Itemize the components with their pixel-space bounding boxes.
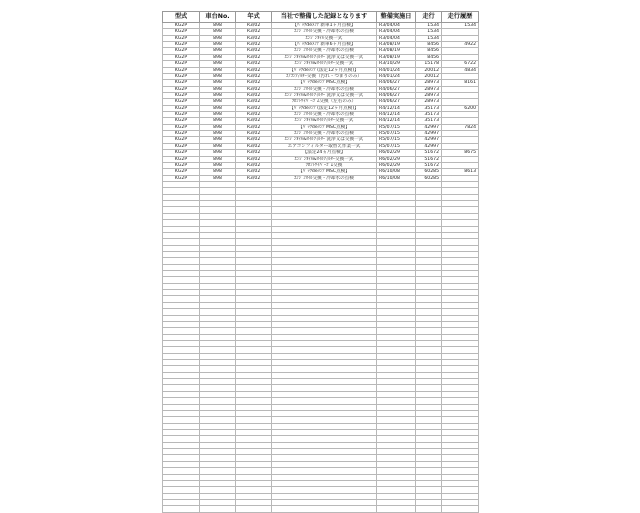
cell-year: R3/02 bbox=[236, 105, 272, 111]
cell-description: ｴﾝｼﾞﾝｵｲﾙ交換一式 bbox=[272, 35, 377, 41]
header-service-date: 整備実施日 bbox=[377, 12, 416, 23]
header-mileage-history: 走行履歴 bbox=[442, 12, 479, 23]
empty-cell bbox=[377, 506, 416, 512]
cell-chassis-no: 898 bbox=[200, 105, 236, 111]
cell-mileage: 35173 bbox=[416, 118, 442, 124]
cell-service-date: R5/07/15 bbox=[377, 143, 416, 149]
cell-mileage: 60285 bbox=[416, 169, 442, 175]
empty-cell bbox=[442, 506, 479, 512]
cell-service-date: R6/10/08 bbox=[377, 169, 416, 175]
cell-year: R3/02 bbox=[236, 35, 272, 41]
cell-year: R3/02 bbox=[236, 48, 272, 54]
cell-chassis-no: 898 bbox=[200, 35, 236, 41]
cell-mileage: 35173 bbox=[416, 105, 442, 111]
cell-service-date: R6/10/08 bbox=[377, 175, 416, 181]
cell-chassis-no: 898 bbox=[200, 169, 236, 175]
cell-model: KG2P bbox=[163, 86, 200, 92]
empty-row bbox=[163, 506, 479, 512]
cell-mileage: 15178 bbox=[416, 61, 442, 67]
cell-mileage: 20012 bbox=[416, 73, 442, 79]
cell-year: R3/02 bbox=[236, 61, 272, 67]
header-model: 型式 bbox=[163, 12, 200, 23]
cell-description: 【ﾊﾟｯｸdeﾒﾝﾃ (法定12ヶ月点検)】 bbox=[272, 67, 377, 73]
cell-year: R3/02 bbox=[236, 124, 272, 130]
cell-year: R3/02 bbox=[236, 112, 272, 118]
cell-year: R3/02 bbox=[236, 162, 272, 168]
cell-year: R3/02 bbox=[236, 99, 272, 105]
cell-model: KG2P bbox=[163, 23, 200, 29]
cell-service-date: R3/10/29 bbox=[377, 61, 416, 67]
cell-model: KG2P bbox=[163, 35, 200, 41]
cell-model: KG2P bbox=[163, 99, 200, 105]
cell-description: ｴﾝｼﾞﾝｵｲﾙ&ｵｲﾙﾌｨﾙﾀｰ交換一式 bbox=[272, 118, 377, 124]
cell-mileage: 8456 bbox=[416, 54, 442, 60]
empty-cell bbox=[272, 506, 377, 512]
cell-service-date: R3/08/19 bbox=[377, 42, 416, 48]
cell-service-date: R3/04/04 bbox=[377, 29, 416, 35]
cell-description: ｴﾝｼﾞﾝｵｲﾙ&ｵｲﾙﾌｨﾙﾀｰ交換一式 bbox=[272, 156, 377, 162]
cell-model: KG2P bbox=[163, 137, 200, 143]
cell-model: KG2P bbox=[163, 112, 200, 118]
cell-chassis-no: 898 bbox=[200, 150, 236, 156]
cell-chassis-no: 898 bbox=[200, 80, 236, 86]
cell-mileage-history: 7824 bbox=[442, 124, 479, 130]
cell-chassis-no: 898 bbox=[200, 42, 236, 48]
cell-chassis-no: 898 bbox=[200, 131, 236, 137]
cell-model: KG2P bbox=[163, 162, 200, 168]
cell-mileage: 51672 bbox=[416, 150, 442, 156]
cell-mileage: 28973 bbox=[416, 86, 442, 92]
cell-mileage-history: 4922 bbox=[442, 42, 479, 48]
cell-mileage: 28973 bbox=[416, 92, 442, 98]
cell-description: ｴﾝｼﾞﾝｵｲﾙ交換・冷却水の点検 bbox=[272, 131, 377, 137]
cell-description: 【ﾊﾟｯｸdeﾒﾝﾃ MSC点検】 bbox=[272, 124, 377, 130]
cell-year: R3/02 bbox=[236, 150, 272, 156]
cell-year: R3/02 bbox=[236, 42, 272, 48]
cell-year: R3/02 bbox=[236, 143, 272, 149]
cell-model: KG2P bbox=[163, 67, 200, 73]
cell-description: ｴﾝｼﾞﾝｵｲﾙ&ｵｲﾙﾌｨﾙﾀｰ 洗浄又は交換一式 bbox=[272, 92, 377, 98]
cell-model: KG2P bbox=[163, 92, 200, 98]
cell-mileage: 8456 bbox=[416, 48, 442, 54]
cell-service-date: R4/06/27 bbox=[377, 80, 416, 86]
cell-service-date: R4/01/24 bbox=[377, 67, 416, 73]
cell-description: 【ﾊﾟｯｸdeﾒﾝﾃ MSC点検】 bbox=[272, 169, 377, 175]
cell-mileage-history: 6722 bbox=[442, 61, 479, 67]
cell-chassis-no: 898 bbox=[200, 143, 236, 149]
cell-chassis-no: 898 bbox=[200, 99, 236, 105]
cell-chassis-no: 898 bbox=[200, 29, 236, 35]
cell-mileage: 42997 bbox=[416, 137, 442, 143]
empty-cell bbox=[163, 506, 200, 512]
table-body bbox=[163, 23, 479, 513]
cell-model: KG2P bbox=[163, 156, 200, 162]
cell-mileage: 35173 bbox=[416, 112, 442, 118]
cell-chassis-no: 898 bbox=[200, 92, 236, 98]
header-chassis-no: 車台No. bbox=[200, 12, 236, 23]
cell-year: R3/02 bbox=[236, 23, 272, 29]
cell-mileage: 20012 bbox=[416, 67, 442, 73]
cell-description: ｴﾝｼﾞﾝｵｲﾙ交換・冷却水の点検 bbox=[272, 29, 377, 35]
cell-mileage: 8456 bbox=[416, 42, 442, 48]
cell-description: ﾌﾛﾝﾄﾜｲﾊﾟｰｺﾞﾑ交換 bbox=[272, 162, 377, 168]
cell-service-date: R4/06/27 bbox=[377, 99, 416, 105]
cell-year: R3/02 bbox=[236, 29, 272, 35]
cell-description: 【ﾊﾟｯｸdeﾒﾝﾃ (法定12ヶ月点検)】 bbox=[272, 105, 377, 111]
cell-model: KG2P bbox=[163, 105, 200, 111]
cell-service-date: R3/04/04 bbox=[377, 23, 416, 29]
cell-chassis-no: 898 bbox=[200, 73, 236, 79]
cell-service-date: R6/02/29 bbox=[377, 162, 416, 168]
cell-mileage: 42997 bbox=[416, 124, 442, 130]
cell-mileage: 28973 bbox=[416, 80, 442, 86]
cell-service-date: R3/04/04 bbox=[377, 35, 416, 41]
cell-description: ｴﾝｼﾞﾝｵｲﾙ&ｵｲﾙﾌｨﾙﾀｰ 洗浄又は交換一式 bbox=[272, 54, 377, 60]
cell-mileage-history: 8613 bbox=[442, 169, 479, 175]
cell-chassis-no: 898 bbox=[200, 54, 236, 60]
cell-description: 【ﾊﾟｯｸdeﾒﾝﾃ 新車1ヶ月点検】 bbox=[272, 23, 377, 29]
cell-description: エアコンフィルター取替え作業一式 bbox=[272, 143, 377, 149]
cell-year: R3/02 bbox=[236, 118, 272, 124]
maintenance-record-table bbox=[162, 11, 479, 513]
cell-year: R3/02 bbox=[236, 156, 272, 162]
cell-mileage-history: 1534 bbox=[442, 23, 479, 29]
cell-service-date: R6/02/29 bbox=[377, 156, 416, 162]
cell-chassis-no: 898 bbox=[200, 112, 236, 118]
header-year: 年式 bbox=[236, 12, 272, 23]
cell-description: ｴﾝｼﾞﾝｵｲﾙ交換・冷却水の点検 bbox=[272, 175, 377, 181]
cell-chassis-no: 898 bbox=[200, 118, 236, 124]
cell-description: ｴﾝｼﾞﾝｵｲﾙ交換・冷却水の点検 bbox=[272, 86, 377, 92]
empty-cell bbox=[200, 506, 236, 512]
cell-description: ｴﾝｼﾞﾝｵｲﾙ&ｵｲﾙﾌｨﾙﾀｰ交換一式 bbox=[272, 61, 377, 67]
cell-model: KG2P bbox=[163, 73, 200, 79]
cell-model: KG2P bbox=[163, 42, 200, 48]
cell-description: ｴﾝｼﾞﾝｵｲﾙ交換・冷却水の点検 bbox=[272, 48, 377, 54]
cell-year: R3/02 bbox=[236, 86, 272, 92]
cell-mileage: 60285 bbox=[416, 175, 442, 181]
cell-chassis-no: 898 bbox=[200, 137, 236, 143]
cell-mileage-history: 8161 bbox=[442, 80, 479, 86]
cell-year: R3/02 bbox=[236, 175, 272, 181]
cell-model: KG2P bbox=[163, 150, 200, 156]
cell-mileage-history: 8675 bbox=[442, 150, 479, 156]
cell-year: R3/02 bbox=[236, 131, 272, 137]
cell-service-date: R3/08/19 bbox=[377, 54, 416, 60]
cell-year: R3/02 bbox=[236, 80, 272, 86]
cell-year: R3/02 bbox=[236, 54, 272, 60]
cell-chassis-no: 898 bbox=[200, 86, 236, 92]
cell-mileage: 42997 bbox=[416, 131, 442, 137]
cell-mileage: 1534 bbox=[416, 29, 442, 35]
cell-description: ｴﾝｼﾞﾝｵｲﾙ&ｵｲﾙﾌｨﾙﾀｰ 洗浄又は交換一式 bbox=[272, 137, 377, 143]
cell-year: R3/02 bbox=[236, 67, 272, 73]
cell-service-date: R4/06/27 bbox=[377, 92, 416, 98]
header-row bbox=[163, 12, 479, 23]
cell-service-date: R3/08/19 bbox=[377, 48, 416, 54]
cell-mileage-history: 6200 bbox=[442, 105, 479, 111]
cell-mileage: 28973 bbox=[416, 99, 442, 105]
cell-mileage-history: 4834 bbox=[442, 67, 479, 73]
cell-service-date: R4/12/14 bbox=[377, 112, 416, 118]
cell-model: KG2P bbox=[163, 118, 200, 124]
cell-service-date: R4/12/14 bbox=[377, 118, 416, 124]
cell-mileage: 42997 bbox=[416, 143, 442, 149]
cell-year: R3/02 bbox=[236, 73, 272, 79]
cell-service-date: R5/07/15 bbox=[377, 124, 416, 130]
cell-model: KG2P bbox=[163, 124, 200, 130]
cell-chassis-no: 898 bbox=[200, 61, 236, 67]
cell-chassis-no: 898 bbox=[200, 162, 236, 168]
cell-model: KG2P bbox=[163, 169, 200, 175]
cell-service-date: R5/07/15 bbox=[377, 131, 416, 137]
empty-cell bbox=[416, 506, 442, 512]
cell-year: R3/02 bbox=[236, 169, 272, 175]
cell-description: ｴﾝｼﾞﾝｵｲﾙ交換・冷却水の点検 bbox=[272, 112, 377, 118]
cell-service-date: R4/01/24 bbox=[377, 73, 416, 79]
cell-year: R3/02 bbox=[236, 137, 272, 143]
cell-service-date: R5/07/15 bbox=[377, 137, 416, 143]
cell-chassis-no: 898 bbox=[200, 175, 236, 181]
cell-description: 【ﾊﾟｯｸdeﾒﾝﾃ 新車6ヶ月点検】 bbox=[272, 42, 377, 48]
cell-model: KG2P bbox=[163, 175, 200, 181]
header-mileage: 走行 bbox=[416, 12, 442, 23]
cell-description: 【ﾊﾟｯｸdeﾒﾝﾃ MSC点検】 bbox=[272, 80, 377, 86]
cell-service-date: R4/06/27 bbox=[377, 86, 416, 92]
cell-chassis-no: 898 bbox=[200, 67, 236, 73]
cell-chassis-no: 898 bbox=[200, 48, 236, 54]
cell-model: KG2P bbox=[163, 29, 200, 35]
cell-chassis-no: 898 bbox=[200, 23, 236, 29]
empty-cell bbox=[236, 506, 272, 512]
cell-chassis-no: 898 bbox=[200, 124, 236, 130]
cell-model: KG2P bbox=[163, 80, 200, 86]
cell-description: 【法定24ヵ月点検】 bbox=[272, 150, 377, 156]
cell-service-date: R6/02/29 bbox=[377, 150, 416, 156]
cell-chassis-no: 898 bbox=[200, 156, 236, 162]
cell-year: R3/02 bbox=[236, 92, 272, 98]
cell-description: ｴｱｺﾝﾌｨﾙﾀｰ交換（汚れ・つまりのみ） bbox=[272, 73, 377, 79]
cell-model: KG2P bbox=[163, 131, 200, 137]
cell-mileage: 51672 bbox=[416, 162, 442, 168]
cell-model: KG2P bbox=[163, 143, 200, 149]
cell-model: KG2P bbox=[163, 61, 200, 67]
cell-model: KG2P bbox=[163, 54, 200, 60]
header-record-description: 当社で整備した記録となります bbox=[272, 12, 377, 23]
cell-mileage: 1534 bbox=[416, 23, 442, 29]
cell-mileage: 1534 bbox=[416, 35, 442, 41]
cell-model: KG2P bbox=[163, 48, 200, 54]
cell-mileage: 51672 bbox=[416, 156, 442, 162]
cell-service-date: R4/12/14 bbox=[377, 105, 416, 111]
cell-description: ﾌﾛﾝﾄﾜｲﾊﾟｰｺﾞﾑ交換（左右のみ） bbox=[272, 99, 377, 105]
